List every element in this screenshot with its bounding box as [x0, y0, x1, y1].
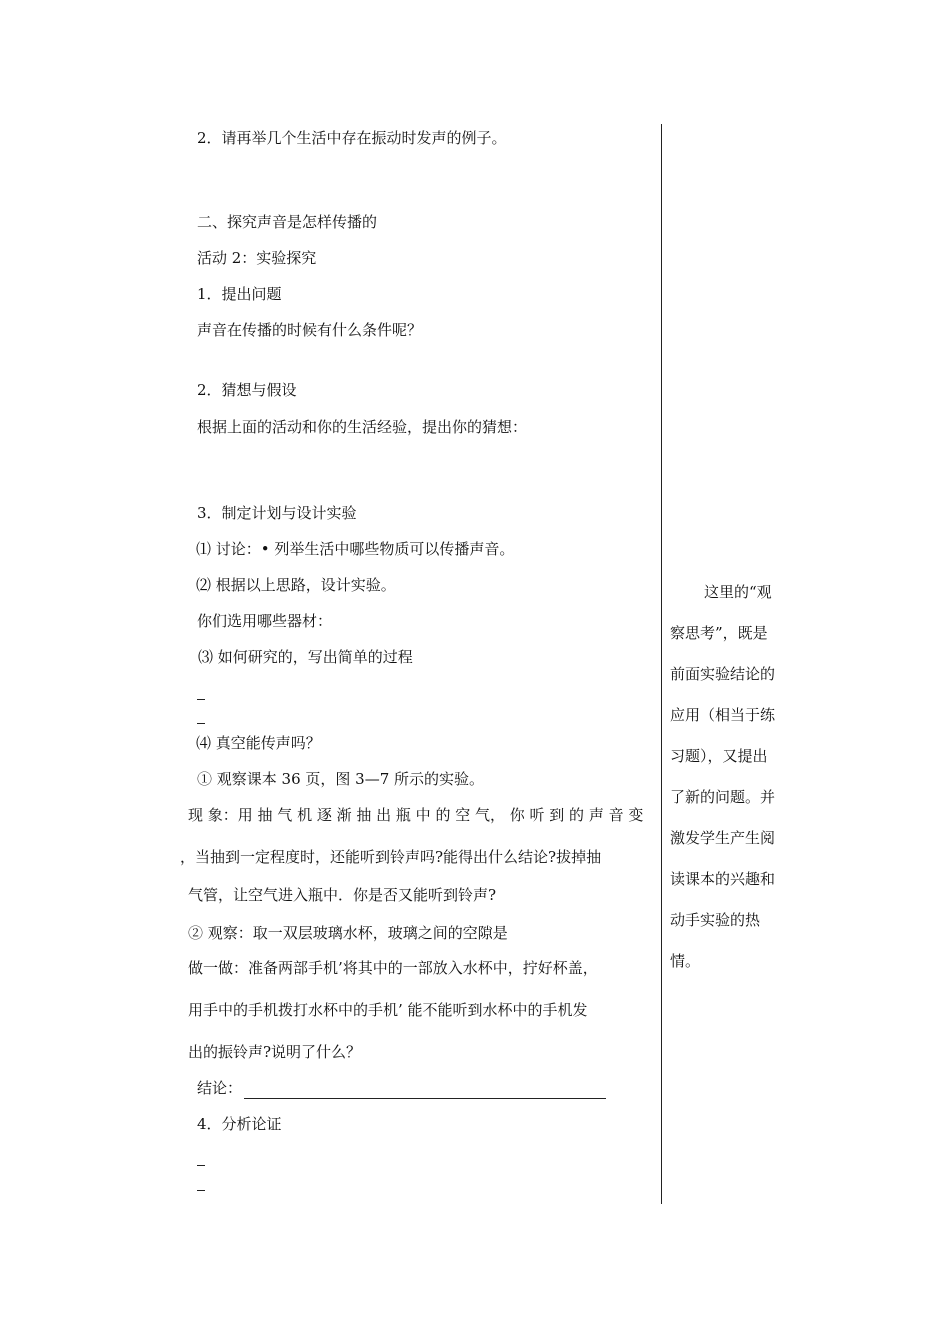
section-2-title: 二、探究声音是怎样传播的 [197, 213, 378, 231]
side-note [670, 572, 792, 982]
blank-dash [197, 723, 205, 724]
discuss-line: ⑴ 讨论：• 列举生活中哪些物质可以传播声音。 [196, 540, 515, 558]
side-note-line: 读课本的兴趣和 [670, 870, 776, 888]
do-line-2: 用手中的手机拨打水杯中的手机’ 能不能听到水杯中的手机发 [188, 1001, 588, 1019]
conclusion-line [197, 1078, 606, 1099]
conclusion-label: 结论： [197, 1079, 243, 1097]
side-note-line: 这里的“观 [704, 583, 772, 601]
step-2-text: 根据上面的活动和你的生活经验，提出你的猜想： [197, 418, 528, 436]
how-line: ⑶ 如何研究的，写出简单的过程 [198, 648, 413, 666]
step-1-text: 声音在传播的时候有什么条件呢？ [197, 321, 423, 339]
vacuum-question: ⑷ 真空能传声吗？ [196, 734, 321, 752]
phenomenon-line-1: 现 象：用 抽 气 机 逐 渐 抽 出 瓶 中 的 空 气， 你 听 到 的 声 音 变 [188, 806, 644, 824]
step-4-title: 4．分析论证 [197, 1115, 282, 1133]
question-2: 2．请再举几个生活中存在振动时发声的例子。 [197, 129, 507, 147]
observe-1: ① 观察课本 36 页，图 3—7 所示的实验。 [197, 770, 485, 788]
column-divider [661, 124, 662, 1204]
step-2-title: 2．猜想与假设 [197, 381, 297, 399]
design-line: ⑵ 根据以上思路，设计实验。 [196, 576, 396, 594]
side-note-line: 习题），又提出 [670, 747, 768, 765]
equipment-line: 你们选用哪些器材： [197, 612, 333, 630]
observe-2: ② 观察：取一双层玻璃水杯，玻璃之间的空隙是 [188, 924, 508, 942]
side-note-line: 情。 [670, 952, 701, 970]
activity-2: 活动 2：实验探究 [197, 249, 317, 267]
do-line-3: 出的振铃声?说明了什么？ [188, 1043, 362, 1061]
blank-dash [197, 699, 205, 700]
side-note-line: 动手实验的热 [670, 911, 761, 929]
phenomenon-line-2: ，当抽到一定程度时，还能听到铃声吗?能得出什么结论?拔掉抽 [180, 848, 602, 866]
side-note-line: 察思考”，既是 [670, 624, 768, 642]
phenomenon-line-3: 气管，让空气进入瓶中．你是否又能听到铃声? [188, 886, 497, 904]
do-line-1: 做一做：准备两部手机’将其中的一部放入水杯中，拧好杯盖， [188, 959, 598, 977]
side-note-line: 了新的问题。并 [670, 788, 776, 806]
blank-dash [197, 1165, 205, 1166]
side-note-line: 前面实验结论的 [670, 665, 776, 683]
step-1-title: 1．提出问题 [197, 285, 282, 303]
side-note-line: 应用（相当于练 [670, 706, 776, 724]
blank-dash [197, 1190, 205, 1191]
side-note-line: 激发学生产生阅 [670, 829, 776, 847]
step-3-title: 3．制定计划与设计实验 [197, 504, 357, 522]
answer-underline [244, 1098, 606, 1099]
